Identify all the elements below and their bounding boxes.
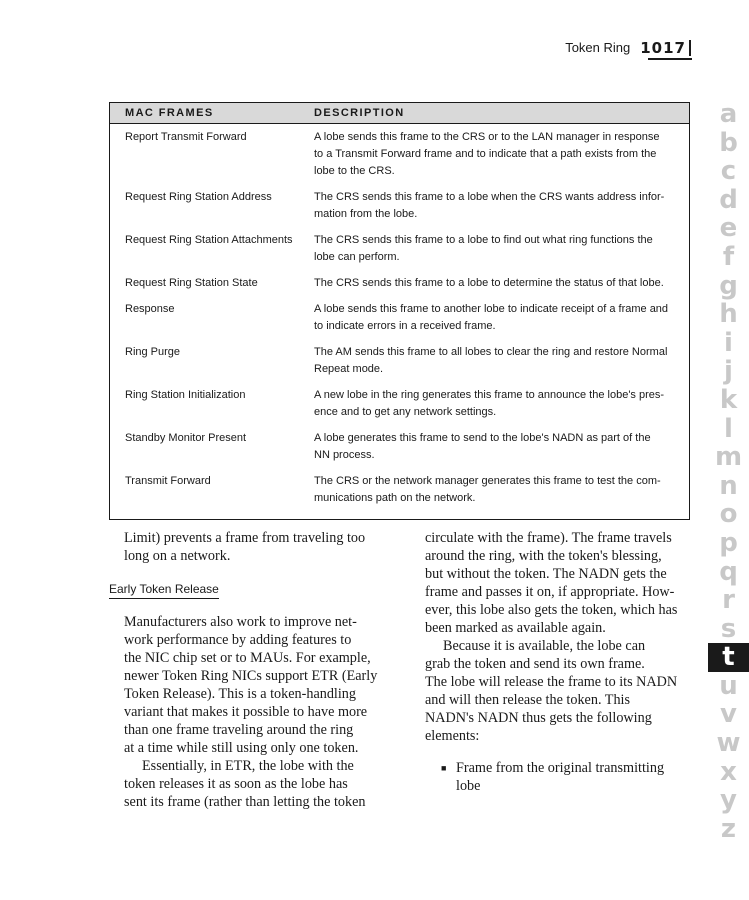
frame-description-cell — [314, 189, 684, 223]
thumb-index-letter-b: b — [719, 127, 738, 158]
text-line: newer Token Ring NICs support ETR (Early — [124, 668, 378, 684]
etr-paragraph-2 — [124, 757, 386, 811]
frame-description-cell — [314, 430, 684, 464]
thumb-index-letter-o: o — [719, 499, 738, 530]
bullet-text — [456, 759, 664, 795]
list-item — [425, 759, 693, 795]
text-line: ever, this lobe also gets the token, which has — [425, 602, 678, 618]
table-row — [110, 473, 689, 507]
thumb-index-letter-x: x — [720, 756, 737, 787]
thumb-index-letter-w: w — [716, 728, 741, 759]
text-line: Essentially, in ETR, the lobe with the — [142, 758, 354, 774]
thumb-index-letter-f: f — [722, 241, 735, 272]
page-number: 1017 — [640, 40, 691, 56]
frame-description-cell — [314, 387, 684, 421]
thumb-index-letter-m: m — [714, 442, 743, 473]
mac-frames-table — [109, 102, 690, 520]
thumb-index-letter-i: i — [724, 327, 733, 358]
text-line: NADN's NADN thus gets the following — [425, 710, 652, 726]
frame-name-cell: Request Ring Station Address — [125, 191, 272, 203]
left-text-column-body — [124, 613, 386, 811]
text-line: long on a network. — [124, 548, 231, 564]
thumb-index-letter-l: l — [724, 413, 733, 444]
text-line: lobe to the CRS. — [314, 165, 395, 177]
frame-name-cell: Report Transmit Forward — [125, 131, 247, 143]
thumb-index-letter-j: j — [724, 356, 733, 387]
frame-description-cell — [314, 301, 684, 335]
running-head — [565, 36, 691, 56]
thumb-index-letter-d: d — [719, 184, 738, 215]
text-line: Token Release). This is a token-handling — [124, 686, 356, 702]
text-line: frame and passes it on, if appropriate. How- — [425, 584, 675, 600]
text-line: to a Transmit Forward frame and to indicate that a path exists from the — [314, 148, 657, 160]
text-line: at a time while still using only one token. — [124, 740, 359, 756]
frame-name-cell: Request Ring Station Attachments — [125, 234, 293, 246]
thumb-index-letter-a: a — [719, 99, 738, 129]
text-line: munications path on the network. — [314, 492, 476, 504]
running-head-title: Token Ring — [565, 40, 631, 55]
thumb-index-letter-z: z — [720, 813, 737, 844]
alphabet-thumb-index — [708, 100, 749, 843]
table-row — [110, 275, 689, 292]
column-header-description: DESCRIPTION — [314, 107, 405, 119]
frame-description-cell — [314, 275, 684, 292]
right-paragraph-2 — [425, 637, 693, 745]
intro-paragraph — [124, 529, 386, 565]
text-line: The CRS sends this frame to a lobe to determine the status of that lobe. — [314, 277, 664, 289]
left-text-column — [124, 529, 386, 565]
bullet-square-icon: ■ — [441, 763, 447, 773]
text-line: The CRS sends this frame to a lobe to find out what ring functions the — [314, 234, 653, 246]
thumb-index-letter-c: c — [720, 156, 737, 187]
text-line: been marked as available again. — [425, 620, 606, 636]
text-line: Limit) prevents a frame from traveling too — [124, 530, 366, 546]
text-line: Manufacturers also work to improve net- — [124, 614, 357, 630]
table-body — [110, 124, 689, 507]
table-row — [110, 189, 689, 223]
text-line: elements: — [425, 728, 480, 744]
text-line: variant that makes it possible to have more — [124, 704, 368, 720]
table-row — [110, 430, 689, 464]
thumb-index-letter-h: h — [719, 299, 738, 330]
table-row — [110, 129, 689, 180]
text-line: A lobe sends this frame to another lobe to indicate receipt of a frame and — [314, 303, 669, 315]
etr-paragraph-1 — [124, 613, 386, 757]
frame-name-cell: Response — [125, 303, 175, 315]
text-line: the NIC chip set or to MAUs. For example, — [124, 650, 371, 666]
table-row — [110, 387, 689, 421]
right-text-column — [425, 529, 693, 795]
text-line: but without the token. The NADN gets the — [425, 566, 667, 582]
frame-name-cell: Ring Purge — [125, 346, 181, 358]
section-heading: Early Token Release — [109, 582, 219, 599]
thumb-index-letter-u: u — [719, 670, 738, 701]
text-line: around the ring, with the token's blessing, — [425, 548, 662, 564]
frame-name-cell: Request Ring Station State — [125, 277, 258, 289]
frame-description-cell — [314, 232, 684, 266]
text-line: The AM sends this frame to all lobes to clear the ring and restore Normal — [314, 346, 668, 358]
column-header-mac-frames: MAC FRAMES — [125, 107, 214, 119]
header-rule — [648, 58, 692, 60]
text-line: Frame from the original transmitting — [456, 760, 665, 776]
text-line: lobe — [456, 778, 481, 794]
text-line: A lobe generates this frame to send to the lobe's NADN as part of the — [314, 432, 651, 444]
text-line: sent its frame (rather than letting the token — [124, 794, 366, 810]
text-line: A new lobe in the ring generates this frame to announce the lobe's pres- — [314, 389, 665, 401]
thumb-index-letter-q: q — [719, 556, 738, 587]
text-line: mation from the lobe. — [314, 208, 418, 220]
text-line: to indicate errors in a received frame. — [314, 320, 496, 332]
text-line: work performance by adding features to — [124, 632, 352, 648]
frame-description-cell — [314, 473, 684, 507]
table-row — [110, 232, 689, 266]
text-line: A lobe sends this frame to the CRS or to the LAN manager in response — [314, 131, 660, 143]
table-row — [110, 344, 689, 378]
text-line: The CRS or the network manager generates this frame to test the com- — [314, 475, 661, 487]
frame-name-cell: Ring Station Initialization — [125, 389, 246, 401]
table-header — [110, 103, 689, 124]
text-line: Because it is available, the lobe can — [443, 638, 646, 654]
frame-name-cell: Standby Monitor Present — [125, 432, 247, 444]
text-line: token releases it as soon as the lobe has — [124, 776, 348, 792]
text-line: circulate with the frame). The frame travels — [425, 530, 672, 546]
thumb-index-letter-n: n — [719, 470, 738, 501]
thumb-index-letter-y: y — [720, 785, 737, 816]
frame-name-cell: Transmit Forward — [125, 475, 211, 487]
right-paragraph-1 — [425, 529, 693, 637]
thumb-index-letter-v: v — [720, 699, 737, 730]
table-row — [110, 301, 689, 335]
thumb-index-letter-r: r — [722, 585, 735, 616]
text-line: The CRS sends this frame to a lobe when the CRS wants address infor- — [314, 191, 665, 203]
frame-description-cell — [314, 344, 684, 378]
text-line: ence and to get any network settings. — [314, 406, 497, 418]
thumb-index-letter-t: t — [708, 643, 749, 672]
text-line: Repeat mode. — [314, 363, 384, 375]
frame-description-cell — [314, 129, 684, 180]
text-line: than one frame traveling around the ring — [124, 722, 354, 738]
text-line: lobe can perform. — [314, 251, 400, 263]
thumb-index-letter-g: g — [719, 270, 738, 301]
text-line: and will then release the token. This — [425, 692, 631, 708]
text-line: NN process. — [314, 449, 375, 461]
text-line: grab the token and send its own frame. — [425, 656, 645, 672]
thumb-index-letter-e: e — [719, 213, 738, 244]
thumb-index-letter-k: k — [719, 384, 738, 415]
thumb-index-letter-s: s — [720, 613, 737, 644]
text-line: The lobe will release the frame to its NADN — [425, 674, 678, 690]
thumb-index-letter-p: p — [719, 527, 738, 558]
